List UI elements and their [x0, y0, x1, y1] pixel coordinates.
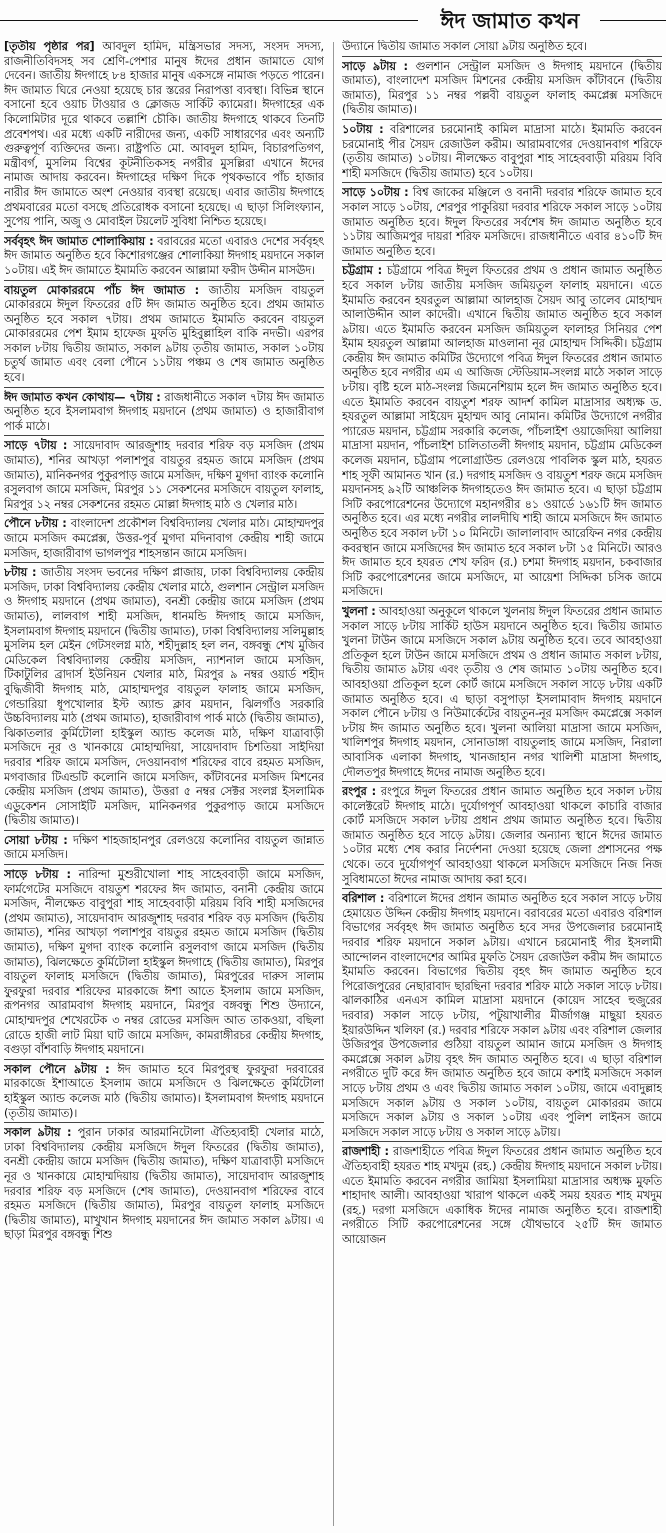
paragraph-heading: চট্টগ্রাম : — [342, 264, 383, 278]
paragraph-heading: [তৃতীয় পৃষ্ঠার পর] — [4, 40, 95, 53]
paragraph-heading: ৮টায় : — [4, 566, 37, 580]
article-paragraph — [342, 1141, 662, 1247]
paragraph-heading: রাজশাহী : — [342, 1145, 389, 1159]
paragraph-heading: বায়তুল মোকাররমে পাঁচ ঈদ জামাত : — [4, 283, 200, 297]
paragraph-text: বিশ্ব জাকের মঞ্জিলে ও বনানী দরবার শরিফে জামাত হবে সকাল সাড়ে ১০টায়, শেরপুর পাকুরিয়া দরবার শরিফে সকাল সাড়ে ১০টায় জামাত অনুষ্ঠিত হবে। ঈদুল ফিতরের সর্বশেষ ঈদ জামাত অনুষ্ঠিত হবে ১১টায় আজিমপুর দায়রা শরিফ মসজিদে। রাজধানীতে এবার ৪১০টি ঈদ জামাত অনুষ্ঠিত হবে। — [342, 186, 662, 258]
paragraph-text: জাতীয় মসজিদ বায়তুল মোকাররমে ঈদুল ফিতরের ৫টি ঈদ জামাত অনুষ্ঠিত হবে। প্রথম জামাত অনুষ্ঠিত হবে সকাল ৭টায়। প্রথম জামাতে ইমামতি করবেন বায়তুল মোকাররমের পেশ ইমাম হাফেজ মুফতি মুহিবুল্লাহিল বাকি নদভী। এরপর সকাল ৮টায় দ্বিতীয় জামাত, সকাল ৯টায় তৃতীয় জামাত, সকাল ১০টায় চতুর্থ জামাত এবং বেলা পৌনে ১১টায় পঞ্চম ও শেষ জামাত অনুষ্ঠিত হবে। — [4, 283, 324, 385]
left-column — [4, 40, 324, 1528]
article-paragraph — [342, 888, 662, 1140]
article-paragraph — [4, 231, 324, 279]
article-paragraph — [4, 280, 324, 386]
article-paragraph — [4, 387, 324, 435]
title-rule-right — [600, 20, 666, 21]
paragraph-text: পুরান ঢাকার আরমানিটোলা ঐতিহ্যবাহী খেলার মাঠে, ঢাকা বিশ্ববিদ্যালয় কেন্দ্রীয় মসজিদে ঈদুল ফিতরের (দ্বিতীয় জামাত), বনশ্রী কেন্দ্রীয় জামে মসজিদ (দ্বিতীয় জামাত), দক্ষিণ যাত্রাবাড়ী মসজিদে নূর ও খানকায়ে মোহাম্মদিয়ায় (দ্বিতীয় জামাত), সায়েদাবাদ আরজুশাহ দরবার শরিফ বড় মসজিদে (শেষ জামাত), দেওয়ানবাগ শরিফের বাবে রহমত মসজিদে (দ্বিতীয় জামাত), মিরপুর বায়তুল ফালাহ মসজিদে (দ্বিতীয় জামাত), মাখুখান ঈদগাহ ময়দানের ঈদ জামাত সকাল ৯টায়। এ ছাড়া মিরপুর বঙ্গবন্ধু শিশু — [4, 1126, 324, 1242]
article-paragraph — [4, 40, 324, 230]
article-paragraph — [4, 562, 324, 829]
right-column — [342, 40, 662, 1528]
paragraph-heading: খুলনা : — [342, 604, 376, 618]
paragraph-text: উদ্যানে দ্বিতীয় জামাত সকাল সোয়া ৯টায় অনুষ্ঠিত হবে। — [342, 40, 587, 53]
paragraph-text: সায়েদাবাদ আরজুশাহ দরবার শরিফ বড় মসজিদ (প্রথম জামাত), শনির আখড়া পলাশপুর বায়তুর রহমত জামে মসজিদ (প্রথম জামাত), মানিকনগর পুকুরপাড় জামে মসজিদ, দক্ষিণ মুগদা ব্যাংক কলোনি রসুলবাগ জামে মসজিদ, মিরপুর ১১ সেকশনের মসজিদে বায়তুল ফালাহ, মিরপুর ১২ নম্বর সেকশনের রহমত মোল্লা ঈদগাহ মাঠ ও খেলার মাঠ। — [4, 439, 324, 511]
paragraph-heading: ১০টায় : — [342, 122, 384, 136]
paragraph-text: বাংলাদেশ প্রকৌশল বিশ্ববিদ্যালয় খেলার মাঠ। মোহাম্মদপুর জামে মসজিদ কমপ্লেক্স, উত্তর-পূর্ব মুগদা মদিনাবাগ কেন্দ্রীয় শাহী জামে মসজিদ, হাজারীবাগ ভাগলপুর শাহসন্তান জামে মসজিদ। — [4, 517, 324, 560]
title-bar — [0, 0, 666, 42]
article-paragraph — [342, 40, 662, 55]
article-paragraph — [342, 182, 662, 259]
article-paragraph — [4, 1122, 324, 1243]
article-title: ঈদ জামাত কখন — [418, 5, 602, 37]
article-paragraph — [4, 830, 324, 863]
article-paragraph — [4, 1059, 324, 1121]
paragraph-heading: সাড়ে ৮টায় : — [4, 868, 71, 882]
article-paragraph — [342, 119, 662, 181]
article-paragraph — [4, 435, 324, 512]
paragraph-heading: সকাল ৯টায় : — [4, 1126, 72, 1140]
article-paragraph — [4, 864, 324, 1058]
paragraph-heading: ঈদ জামাত কখন কোথায়— ৭টায় : — [4, 390, 161, 404]
article-paragraph — [342, 781, 662, 887]
paragraph-heading: সাড়ে ১০টায় : — [342, 186, 409, 200]
paragraph-heading: সর্ববৃহৎ ঈদ জামাত শোলাকিয়ায় : — [4, 234, 154, 248]
paragraph-text: রাজশাহীতে পবিত্র ঈদুল ফিতরের প্রধান জামাত অনুষ্ঠিত হবে ঐতিহ্যবাহী হযরত শাহ মখদুম (রহ.) কেন্দ্রীয় ঈদগাহ ময়দানে সকাল ৮টায়। এতে ইমামতি করবেন নগরীর জামিয়া ইসলামিয়া মাদ্রাসার অধ্যক্ষ মুফতি শাহাদাৎ আলী। আবহাওয়া খারাপ থাকলে একই সময় হযরত শাহ মখদুম (রহ.) দরগা মসজিদে একাধিক ঈদের নামাজ অনুষ্ঠিত হবে। রাজশাহী নগরীতে সিটি করপোরেশনের সঙ্গে যৌথভাবে ২৫টি ঈদ জামাত আয়োজন — [342, 1145, 662, 1246]
article-paragraph — [342, 260, 662, 600]
paragraph-heading: বরিশাল : — [342, 892, 385, 906]
article-body — [4, 40, 662, 1528]
paragraph-text: জাতীয় সংসদ ভবনের দক্ষিণ প্লাজায়, ঢাকা বিশ্ববিদ্যালয় কেন্দ্রীয় মসজিদ, ঢাকা বিশ্ববিদ্যালয় কেন্দ্রীয় খেলার মাঠে, গুলশান সেন্ট্রাল মসজিদ ও ঈদগাহ ময়দানে (প্রথম জামাত), বনশ্রী কেন্দ্রীয় জামে মসজিদ (প্রথম জামাত), লালবাগ শাহী মসজিদ, ধানমন্ডি ঈদগাহ জামে মসজিদ, ইসলামবাগ ঈদগাহ ময়দানে (দ্বিতীয় জামাত), ঢাকা বিশ্ববিদ্যালয় সলিমুল্লাহ মুসলিম হল মেইন গেটসংলগ্ন মাঠ, শহীদুল্লাহ হল লন, বঙ্গবন্ধু শেখ মুজিব মেডিকেল বিশ্ববিদ্যালয় কেন্দ্রীয় মসজিদ, ন্যাশনাল জামে মসজিদ, টিকাটুলির ব্রাদার্স ইউনিয়ন খেলার মাঠ, মিরপুর ৯ নম্বর ওয়ার্ড শহীদ বুদ্ধিজীবী ঈদগাহ মাঠ, মোহাম্মদপুর বায়তুল ফালাহ জামে মসজিদ, গেন্ডারিয়া ধূপখোলার ইস্ট অ্যান্ড ক্লাব ময়দান, ঝিলগাঁও সরকারি উচ্চবিদ্যালয় মাঠ (প্রথম জামাত), হাজারীবাগ পার্ক মাঠে (দ্বিতীয় জামাত), ঝিকাতলার কুর্মিটোলা হাইস্কুল অ্যান্ড কলেজ মাঠ, দক্ষিণ যাত্রাবাড়ী মসজিদে নূর ও খানকায়ে মোহাম্মদিয়া, সায়েদাবাদ চিশতিয়া সাইদিয়া দরবার শরিফ জামে মসজিদ, দেওয়ানবাগ শরিফের বাবে রহমত মসজিদ, মগবাজার টিএন্ডটি কলোনি জামে মসজিদ, কাঁটাবনের মসজিদ মিশনের কেন্দ্রীয় মসজিদ (প্রথম জামাত), উত্তরা ৫ নম্বর সেক্টর সংলগ্ন ইসলামিক এডুকেশন সোসাইটি মসজিদ, মানিকনগর পুকুরপাড় জামে মসজিদে (দ্বিতীয় জামাত)। — [4, 566, 324, 828]
paragraph-text: বরাবরের মতো এবারও দেশের সর্ববৃহৎ ঈদ জামাত অনুষ্ঠিত হবে কিশোরগঞ্জের শোলাকিয়া ঈদগাহ ময়দানে সকাল ১০টায়। এই ঈদ জামাতে ইমামতি করবেন আল্লামা ফরীদ উদ্দীন মাসঊদ। — [4, 234, 324, 277]
paragraph-text: ঈদ জামাত হবে মিরপুরস্থ ফুরফুরা দরবারের মারকাজে ইশাআতে ইসলাম জামে মসজিদে ও ঝিলক্ষেতে কুর্মিটোলা হাইস্কুল অ্যান্ড কলেজ মাঠ (দ্বিতীয় জামাত)। ইসলামবাগ ঈদগাহ ময়দানে (তৃতীয় জামাত)। — [4, 1062, 324, 1120]
paragraph-heading: সকাল পৌনে ৯টায় : — [4, 1062, 110, 1076]
paragraph-text: বরিশালের চরমোনাই কামিল মাদ্রাসা মাঠে। ইমামতি করবেন চরমোনাই পীর সৈয়দ রেজাউল করীম। আরামবাগের দেওয়ানবাগ শরিফে (তৃতীয় জামাত) ১০টায়। নীলক্ষেত বাবুপুরা শাহ সাহেববাড়ী মরিয়ম বিবি শাহী মসজিদে (দ্বিতীয় জামাত) হবে ১০টায়। — [342, 122, 662, 180]
paragraph-text: দক্ষিণ শাহজাহানপুর রেলওয়ে কলোনির বায়তুল জান্নাত জামে মসজিদ। — [4, 833, 324, 862]
paragraph-heading: পৌনে ৮টায় : — [4, 517, 67, 531]
column-divider — [333, 42, 334, 1526]
paragraph-text: চট্টগ্রামে পবিত্র ঈদুল ফিতরের প্রথম ও প্রধান জামাত অনুষ্ঠিত হবে সকাল ৮টায় জাতীয় মসজিদ জমিয়তুল ফালাহ ময়দানে। এতে ইমামতি করবেন হযরতুল আল্লামা আলহাজ সৈয়দ আবু তালেব মোহাম্মদ আলাউদ্দীন আল কাদেরী। এখানে দ্বিতীয় জামাত অনুষ্ঠিত হবে সকাল ৯টায়। এতে ইমামতি করবেন মসজিদ জমিয়তুল ফালাহর সিনিয়র পেশ ইমাম হযরতুল আল্লামা আলহাজ মাওলানা নূর মোহাম্মদ সিদ্দিকী। চট্টগ্রাম কেন্দ্রীয় ঈদ জামাত কমিটির উদ্যোগে পবিত্র ঈদুল ফিতরের প্রধান জামাত অনুষ্ঠিত হবে নগরীর এম এ আজিজ স্টেডিয়াম-সংলগ্ন মাঠে সকাল সাড়ে ৮টায়। বৃষ্টি হলে মাঠ-সংলগ্ন জিমনেশিয়াম হলে ঈদ জামাত অনুষ্ঠিত হবে। এতে ইমামতি করবেন বায়তুশ শরফ আদর্শ কামিল মাদ্রাসার অধ্যক্ষ ড. হযরতুল আল্লামা সাইয়েদ মুহাম্মদ আবু নোমান। কমিটির উদ্যোগে নগরীর প্যারেড ময়দান, চট্টগ্রাম সরকারি কলেজ, পাঁচলাইশ ওয়াজেদিয়া আলিয়া মাদ্রাসা ময়দান, পাঁচলাইশ চালিতাতলী ঈদগাহ ময়দান, চট্টগ্রাম মেডিকেল কলেজ ময়দান, চট্টগ্রাম পলোগ্রাউন্ড রেলওয়ে পাবলিক স্কুল মাঠ, হযরত শাহ সূফী আমানত খান (র.) দরগাহ মসজিদ ও বায়তুশ শরফ জমে মসজিদ ময়দানসহ ৯২টি আঞ্চলিক ঈদগাহতেও ঈদ জামাত হবে। এ ছাড়া চট্টগ্রাম সিটি করপোরেশনের উদ্যোগে মহানগরীর ৪১ ওয়ার্ডে ১৬১টি ঈদ জামাত অনুষ্ঠিত হবে। এর মধ্যে নগরীর লালদীঘি শাহী জামে মসজিদে ঈদ জামাত অনুষ্ঠিত হবে সকাল ৮টা ১০ মিনিটে। জালালাবাদ আরেফিন নগর কেন্দ্রীয় কবরস্থান জামে মসজিদের ঈদ জামাত হবে সকাল ৮টা ১৫ মিনিটে। আরও ঈদ জামাত হবে হযরত শেখ ফরিদ (র.) চশমা ঈদগাহ ময়দান, চকবাজার সিটি করপোরেশনের জামে মসজিদে, মা আয়েশা সিদ্দিকা চসিক জামে মসজিদে। — [342, 264, 662, 599]
paragraph-text: আবহাওয়া অনুকূলে থাকলে খুলনায় ঈদুল ফিতরের প্রধান জামাত সকাল সাড়ে ৮টায় সার্কিট হাউস ময়দানে অনুষ্ঠিত হবে। দ্বিতীয় জামাত খুলনা টাউন জামে মসজিদে সকাল ৯টায় অনুষ্ঠিত হবে। তবে আবহাওয়া প্রতিকূল হলে টাউন জামে মসজিদে প্রথম ও প্রধান জামাত সকাল ৮টায়, দ্বিতীয় জামাত ৯টায় এবং তৃতীয় ও শেষ জামাত ১০টায় অনুষ্ঠিত হবে। আবহাওয়া প্রতিকূল হলে কোর্ট জামে মসজিদে সকাল সাড়ে ৮টায় একটি জামাত অনুষ্ঠিত হবে। এ ছাড়া বসুপাড়া ইসলামাবাদ ঈদগাহ ময়দানে সকাল পৌনে ৮টায় ও নিউমার্কেটের বায়তুন-নূর মসজিদ কমপ্লেক্সে সকাল ৮টায় ঈদ জামাত অনুষ্ঠিত হবে। খুলনা আলিয়া মাদ্রাসা জামে মসজিদ, খালিশপুর ঈদগাহ ময়দান, সোনাডাঙ্গা বায়তুলাহ জামে মসজিদ, নিরালা আবাসিক এলাকা ঈদগাহ, খানজাহান নগর খালিশী মাদ্রাসা ঈদগাহ, দৌলতপুর ঈদগাহে ঈদের নামাজ অনুষ্ঠিত হবে। — [342, 604, 662, 779]
article-paragraph — [342, 601, 662, 780]
article-paragraph — [4, 513, 324, 561]
paragraph-text: আবদুল হামিদ, মন্ত্রিসভার সদস্য, সংসদ সদস্য, রাজনীতিবিদসহ সব শ্রেণি-পেশার মানুষ ঈদের প্রধান জামাতে যোগ দেবেন। জাতীয় ঈদগাহে ৮৪ হাজার মানুষ একসঙ্গে নামাজ পড়তে পারেন। ঈদ জামাত ঘিরে নেওয়া হয়েছে চার স্তরের নিরাপত্তা ব্যবস্থা। বিভিন্ন স্থানে বসানো হবে ওয়াচ টাওয়ার ও ক্লোজড সার্কিট ক্যামেরা। ঈদগাহের এক কিলোমিটার দূরে থাকবে তল্লাশি চৌকি। জাতীয় ঈদগাহে থাকবে তিনটি প্রবেশপথ। এর মধ্যে একটি নারীদের জন্য, একটি সাধারণের এবং অন্যটি গুরুত্বপূর্ণ ব্যক্তিদের জন্য। রাষ্ট্রপতি মো. আবদুল হামিদ, বিচারপতিগণ, মন্ত্রীবর্গ, মুসলিম বিশ্বের কূটনীতিকসহ নগরীর মুসল্লিরা এখানে ঈদের নামাজ আদায় করবেন। ঈদগাহের দক্ষিণ দিকে পৃথকভাবে পাঁচ হাজার নারীর ঈদ জামাতে অংশ নেওয়ার ব্যবস্থা রয়েছে। এবার জাতীয় ঈদগাহে প্রথমবারের মতো বসছে প্রতিরোধক বসানো হয়েছে। এ ছাড়া সিলিংফ্যান, সুপেয় পানি, অজু ও মোবাইল টয়লেট সুবিধা নিশ্চিত হয়েছে। — [4, 40, 324, 229]
title-rule-left — [0, 20, 420, 21]
paragraph-text: রংপুরে ঈদুল ফিতরের প্রধান জামাত অনুষ্ঠিত হবে সকাল ৮টায় কালেক্টরেট ঈদগাহ মাঠে। দুর্যোগপূর্ণ আবহাওয়া থাকলে কাচারি বাজার কোর্ট মসজিদে সকাল ৮টায় প্রধান প্রথম জামাত অনুষ্ঠিত হবে। দ্বিতীয় জামাত অনুষ্ঠিত হবে সাড়ে ৯টায়। জেলার অন্যান্য স্থানে ঈদের জামাত ১০টার মধ্যে শেষ করার নির্দেশনা দেওয়া হয়েছে জেলা প্রশাসনের পক্ষ থেকে। তবে দুর্যোগপূর্ণ আবহাওয়া থাকলে মসজিদে মসজিদে নিজ নিজ সুবিধামতো ঈদের নামাজ আদায় করা হবে। — [342, 785, 662, 886]
paragraph-heading: সাড়ে ৯টায় : — [342, 59, 408, 73]
paragraph-text: গুলশান সেন্ট্রাল মসজিদ ও ঈদগাহ ময়দানে (দ্বিতীয় জামাত), বাংলাদেশ মসজিদ মিশনের কেন্দ্রীয় মসজিদ কাঁটাবনে (দ্বিতীয় জামাত), মিরপুর ১১ নম্বর পল্লবী বায়তুল ফালাহ কমপ্লেক্স মসজিদে (দ্বিতীয় জামাত)। — [342, 59, 662, 117]
paragraph-text: রাজধানীতে সকাল ৭টায় ঈদ জামাত অনুষ্ঠিত হবে ইসলামবাগ ঈদগাহ ময়দানে (প্রথম জামাত) ও হাজারীবাগ পার্ক মাঠে। — [4, 390, 324, 433]
article-paragraph — [342, 56, 662, 118]
paragraph-text: নারিন্দা মুশুরীখোলা শাহ সাহেববাড়ী জামে মসজিদ, ফার্মগেটের মসজিদে বায়তুশ শরফের ঈদ জামাত, বনানী কেন্দ্রীয় জামে মসজিদ, নীলক্ষেত বাবুপুরা শাহ সাহেববাড়ী মরিয়ম বিবি শাহী মসজিদের (প্রথম জামাত), সায়েদাবাদ আরজুশাহ দরবার শরিফ বড় মসজিদ (দ্বিতীয় জামাত), শনির আখড়া পলাশপুর বায়তুর রহমত জামে মসজিদ (দ্বিতীয় জামাত), দক্ষিণ মুগদা ব্যাংক কলোনি রসুলবাগ জামে মসজিদ (দ্বিতীয় জামাত), ঝিলক্ষেতে কুর্মিটোলা হাইস্কুল ঈদগাহে (দ্বিতীয় জামাত), মিরপুর বায়তুল ফালাহ মসজিদে (দ্বিতীয় জামাত), মিরপুরের দারুস সালাম ফুরফুরা দরবার শরিফের মারকাজে ঈশা আতে ইসলাম জামে মসজিদ, রূপনগর আরামবাগ ঈদগাহ ময়দানে, মিরপুর বঙ্গবন্ধু শিশু উদ্যানে, মোহাম্মদপুর শেখেরটেক ৩ নম্বর রোডের মসজিদ আত তাকওয়া, বছিলা রোডে হাজী লাট মিয়া ঘাট জামে মসজিদ, কামরাঙ্গীরচর কেন্দ্রীয় ঈদগাহ, বগুড়া বাঁশবাড়ি ঈদগাহ ময়দানে। — [4, 868, 324, 1057]
paragraph-heading: সাড়ে ৭টায় : — [4, 439, 68, 453]
paragraph-text: বরিশালে ঈদের প্রধান জামাত অনুষ্ঠিত হবে সকাল সাড়ে ৮টায় হেমায়েত উদ্দিন কেন্দ্রীয় ঈদগাহ ময়দানে। বরাবরের মতো এবারও বরিশাল বিভাগের সর্ববৃহৎ ঈদ জামাত অনুষ্ঠিত হবে সদর উপজেলার চরমোনাই দরবার শরিফ ময়দানে সকাল ৯টায়। এখানে চরমোনাই পীর ইসলামী আন্দোলন বাংলাদেশের আমির মুফতি সৈয়দ রেজাউল করীম ঈদ জামাতে ইমামতি করবেন। বিভাগের দ্বিতীয় বৃহৎ ঈদ জামাত অনুষ্ঠিত হবে পিরোজপুরের নেছারাবাদ ছারছিনা দরবার শরিফ মাঠে সকাল সাড়ে ৮টায়। ঝালকাঠির এনএস কামিল মাদ্রাসা ময়দানে (কায়েদ সাহেব হুজুরের দরবার) সকাল সাড়ে ৮টায়, পটুয়াখালীর মীর্জাগঞ্জ মাছুয়া হযরত ইয়ারউদ্দিন খলিফা (র.) দরবার শরিফে সকাল ৯টায় এবং বরিশাল জেলার উজিরপুর উপজেলার গুঠিয়া বায়তুল আমান জামে মসজিদ ও ঈদগাহ কমপ্লেক্সে সকাল ৯টায় বৃহৎ ঈদ জামাত অনুষ্ঠিত হবে। এ ছাড়া বরিশাল নগরীতে দুটি করে ঈদ জামাত অনুষ্ঠিত হবে জামে কশাই মসজিদে সকাল সাড়ে ৮টায় প্রথম ও এবং দ্বিতীয় জামাত সকাল ১০টায়, জামে এবাদুল্লাহ মসজিদে সকাল ৯টায় ও সকাল ১০টায়, বায়তুল মোকাররম জামে মসজিদে সকাল ৯টায় ও সকাল ১০টায় এবং পুলিশ লাইনস জামে মসজিদে সকাল সাড়ে ৮টায় ও সকাল সাড়ে ৯টায়। — [342, 892, 662, 1139]
paragraph-heading: রংপুর : — [342, 785, 376, 799]
paragraph-heading: সোয়া ৮টায় : — [4, 833, 68, 847]
